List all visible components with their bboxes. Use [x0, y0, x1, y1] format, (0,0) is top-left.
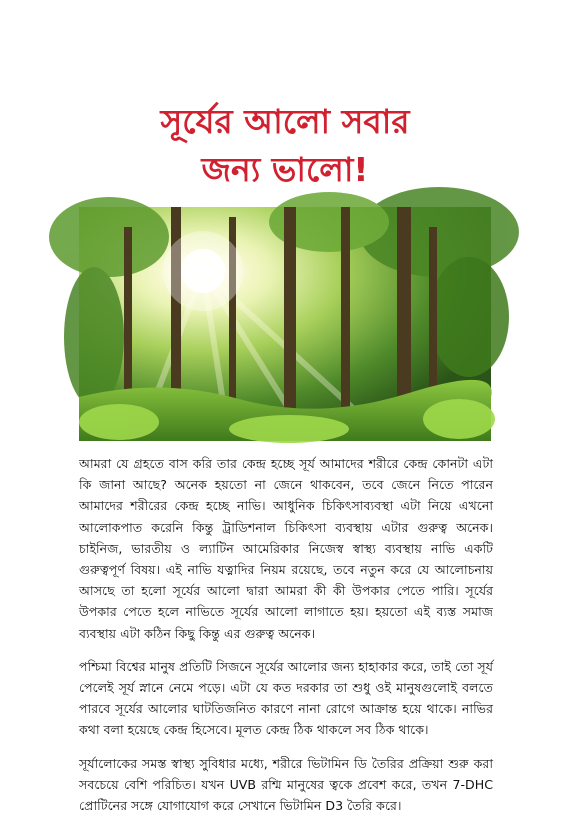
paragraph-3: সূর্যালোকের সমস্ত স্বাস্থ্য সুবিধার মধ্যে, শরীরে ভিটামিন ডি তৈরির প্রক্রিয়া শুরু করা সবচেয়ে বেশি পরিচিত। যখন UVB রশ্মি মানুষের ত্বকে প্রবেশ করে, তখন 7-DHC প্রোটিনের সঙ্গে যোগাযোগ করে সেখানে ভিটামিন D3 তৈরি করে। — [79, 755, 493, 814]
forest-sunlight-photo — [79, 207, 491, 441]
paragraph-2: পশ্চিমা বিশ্বের মানুষ প্রতিটি সিজনে সূর্যের আলোর জন্য হাহাকার করে, তাই তো সূর্য পেলেই সূর্য স্নানে নেমে পড়ে। এটা যে কত দরকার তা শুধু ওই মানুষগুলোই বলতে পারবে সূর্যের আলোর ঘাটতিজনিত কারণে নানা রোগে আক্রান্ত হয়ে থাকে। নাভির কথা বলা হয়েছে কেন্দ্র হিসেবে। মূলত কেন্দ্র ঠিক থাকলে সব ঠিক থাকে। — [79, 658, 493, 738]
paragraph-1: আমরা যে গ্রহতে বাস করি তার কেন্দ্র হচ্ছে সূর্য আমাদের শরীরে কেন্দ্র কোনটা এটা কি জানা আছে? অনেক হয়তো না জেনে থাকবেন, তবে জেনে নিতে পারেন আমাদের শরীরের কেন্দ্র হচ্ছে নাভি। আধুনিক চিকিৎসাব্যবস্থা এটা নিয়ে এখনো আলোকপাত করেনি কিন্তু ট্রাডিশনাল চিকিৎসা ব্যবস্থায় এটার গুরুত্ব অনেক। চাইনিজ, ভারতীয় ও ল্যাটিন আমেরিকার নিজেস্ব স্বাস্থ্য ব্যবস্থায় নাভি একটি গুরুত্বপূর্ণ বিষয়। এই নাভি যত্নাদির নিয়ম রয়েছে, তবে নতুন করে যে আলোচনায় আসছে তা হলো সূর্যের আলো দ্বারা আমরা কী কী উপকার পেতে পারি। সূর্যের উপকার পেতে হলে নাভিতে সূর্যের আলো লাগাতে হয়। হয়তো এই ব্যস্ত সমাজ ব্যবস্থায় এটা কঠিন কিছু কিন্তু এর গুরুত্ব অনেক। — [79, 456, 493, 641]
forest-sunlight-illustration — [79, 207, 491, 441]
page-title — [60, 98, 510, 194]
title-line-1: সূর্যের আলো সবার — [160, 102, 410, 141]
article-body — [79, 453, 493, 828]
title-line-2: জন্য ভালো! — [201, 150, 369, 189]
